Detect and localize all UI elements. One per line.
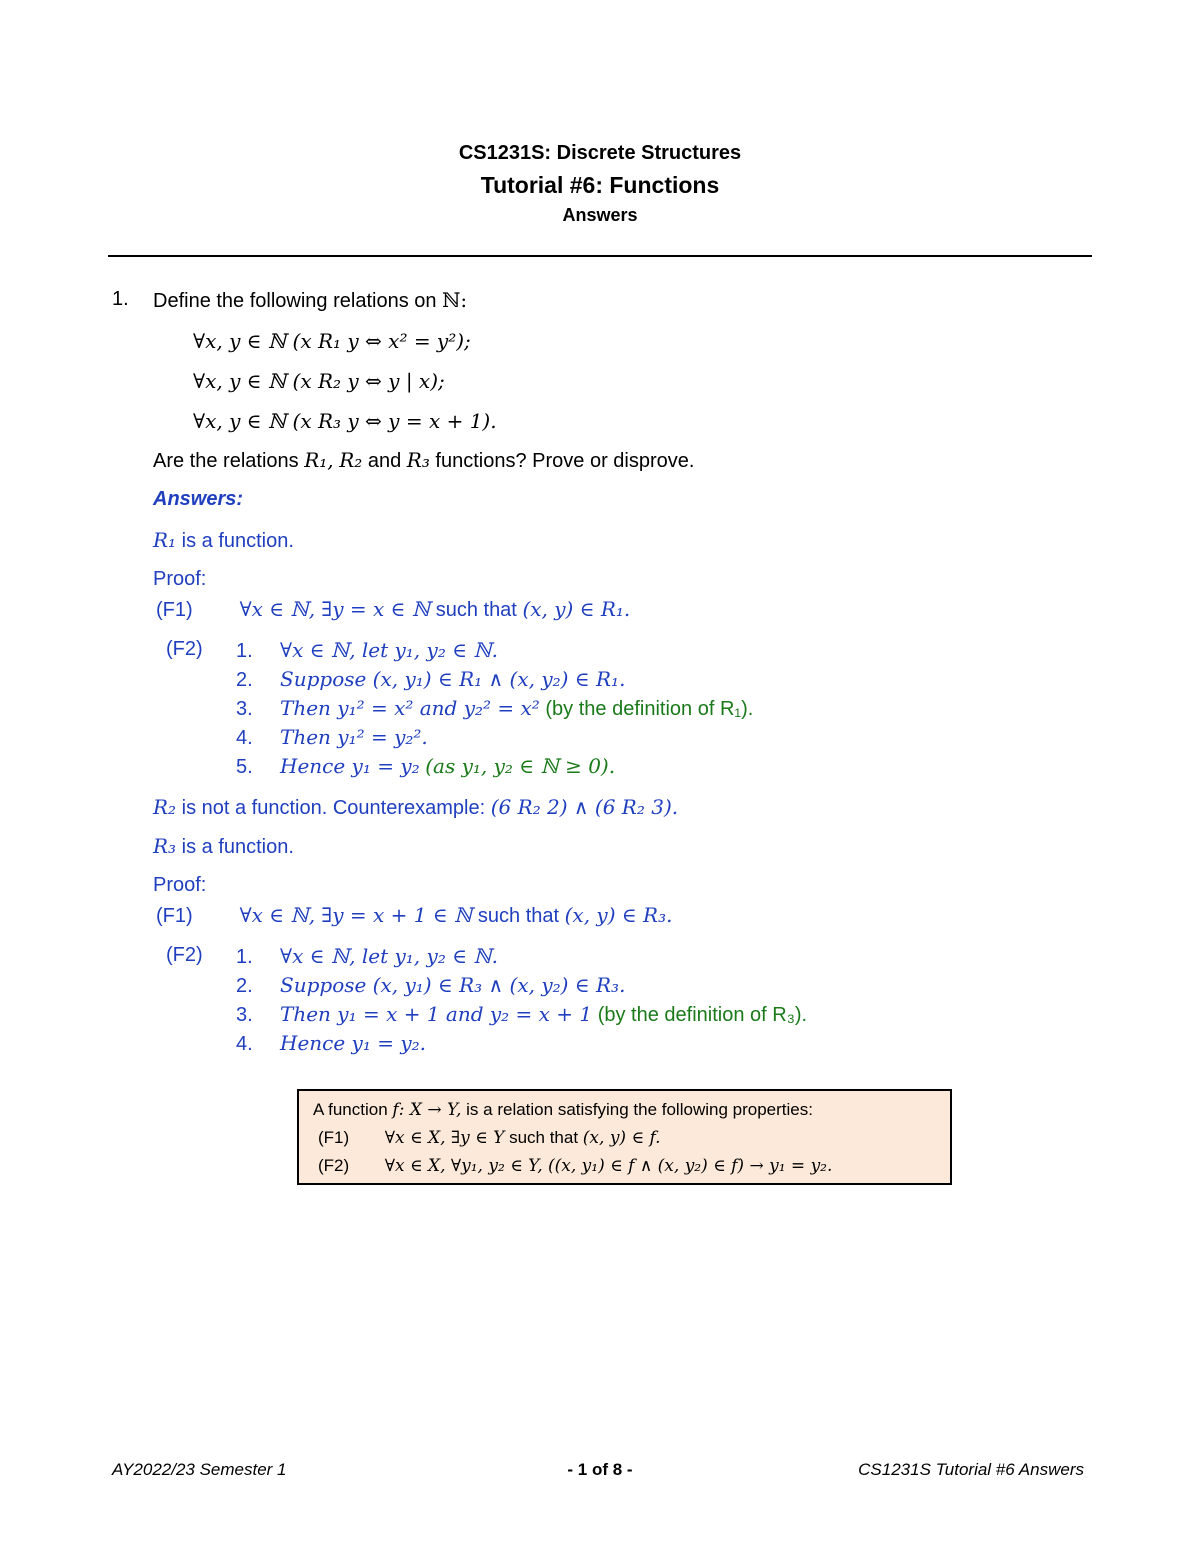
step-note: (by the definition of R₁). [545,698,754,720]
question-intro [153,288,467,313]
page-title: Tutorial #6: Functions [480,172,720,198]
definition-signature: f: X → Y, [392,1100,462,1120]
relation-r1: ∀x, y ∈ ℕ (x R₁ y ⇔ x² = y²); [193,329,471,353]
step-text: Then y₁ = x + 1 and y₂ = x + 1 [280,1002,593,1026]
definition-f1-text: such that [509,1128,579,1147]
proof3-f1-end: (x, y) ∈ R₃. [564,903,673,927]
proof3-step-4 [236,1031,426,1056]
r1-claim-text: is a function. [181,530,294,552]
proof3-f1 [156,903,672,928]
definition-f1-math: ∀x ∈ X, ∃y ∈ Y [384,1128,505,1148]
definition-intro: A function [313,1100,388,1119]
definition-f2-math: ∀x ∈ X, ∀y₁, y₂ ∈ Y, ((x, y₁) ∈ f ∧ (x, y₂) ∈ f) → y₁ = y₂. [384,1156,833,1176]
proof3-f1-math: ∀x ∈ ℕ, ∃y = x + 1 ∈ ℕ [239,903,473,927]
proof3-f2-label: (F2) [166,944,203,966]
step-note: (by the definition of R₃). [597,1004,808,1026]
r2-claim-text: is not a function. Counterexample: [181,797,486,819]
ask-suffix: functions? Prove or disprove. [435,450,695,472]
step-text: Then y₁² = y₂². [280,725,428,749]
step-text: ∀x ∈ ℕ, let y₁, y₂ ∈ ℕ. [280,638,498,662]
proof3-f1-label: (F1) [156,905,193,927]
r3-claim-text: is a function. [181,836,294,858]
r1-claim [153,528,294,553]
r1-symbol: R₁ [153,528,177,552]
proof3-f1-text: such that [477,905,560,927]
step-number: 5. [236,756,253,778]
header-rule [108,255,1092,257]
definition-f1-end: (x, y) ∈ f. [582,1128,661,1148]
r2-symbol: R₂ [153,795,177,819]
step-number: 1. [236,640,253,662]
step-text: Suppose (x, y₁) ∈ R₁ ∧ (x, y₂) ∈ R₁. [280,667,626,691]
proof1-step-2 [236,667,625,692]
step-number: 1. [236,946,253,968]
definition-f2 [318,1156,832,1176]
question-number: 1. [112,288,129,310]
proof1-step-1 [236,638,498,663]
proof1-f1-end: (x, y) ∈ R₁. [522,597,631,621]
footer-page-number: - 1 of 8 - [567,1460,633,1479]
ask-and: and [367,450,402,472]
relation-r3: ∀x, y ∈ ℕ (x R₃ y ⇔ y = x + 1). [193,409,497,433]
proof1-step-4 [236,725,428,750]
definition-line-1 [313,1100,813,1120]
step-text: Then y₁² = x² and y₂² = x² [280,696,540,720]
answers-heading: Answers: [153,488,244,510]
step-text: Hence y₁ = y₂. [280,1031,427,1055]
footer-semester: AY2022/23 Semester 1 [112,1460,287,1479]
definition-f2-label: (F2) [318,1156,350,1175]
proof1-label: Proof: [153,568,207,590]
proof3-step-3 [236,1002,807,1027]
proof3-step-2 [236,973,625,998]
proof1-f2-label: (F2) [166,638,203,660]
proof1-f1-label: (F1) [156,599,193,621]
ask-r3: R₃ [406,448,430,472]
ask-prefix: Are the relations [153,450,299,472]
step-number: 3. [236,698,253,720]
step-number: 3. [236,1004,253,1026]
proof3-step-1 [236,944,498,969]
ask-r2: R₂ [339,448,363,472]
question-intro-set: ℕ: [442,288,468,312]
question-ask [153,448,694,473]
step-text: Suppose (x, y₁) ∈ R₃ ∧ (x, y₂) ∈ R₃. [280,973,626,997]
proof3-label: Proof: [153,874,207,896]
proof1-step-3 [236,696,753,721]
step-text: Hence y₁ = y₂ [280,754,420,778]
relation-r2: ∀x, y ∈ ℕ (x R₂ y ⇔ y | x); [193,369,445,393]
definition-rest: is a relation satisfying the following properties: [466,1100,813,1119]
r3-symbol: R₃ [153,834,177,858]
page-subtitle: Answers [562,205,638,225]
step-number: 2. [236,669,253,691]
ask-r1: R₁, [304,448,334,472]
step-number: 4. [236,727,253,749]
step-text: ∀x ∈ ℕ, let y₁, y₂ ∈ ℕ. [280,944,498,968]
r3-claim [153,834,294,859]
proof1-f1-math: ∀x ∈ ℕ, ∃y = x ∈ ℕ [239,597,431,621]
definition-f1 [318,1128,661,1148]
footer-document-title: CS1231S Tutorial #6 Answers [858,1460,1084,1479]
question-intro-text: Define the following relations on [153,290,437,312]
definition-f1-label: (F1) [318,1128,350,1147]
r2-claim [153,795,678,820]
step-number: 4. [236,1033,253,1055]
course-title: CS1231S: Discrete Structures [458,142,742,164]
proof1-step-5 [236,754,615,779]
r2-counterexample: (6 R₂ 2) ∧ (6 R₂ 3). [490,795,679,819]
proof1-f1 [156,597,630,622]
proof1-f1-text: such that [435,599,517,621]
step-note: (as y₁, y₂ ∈ ℕ ≥ 0). [425,754,616,778]
step-number: 2. [236,975,253,997]
